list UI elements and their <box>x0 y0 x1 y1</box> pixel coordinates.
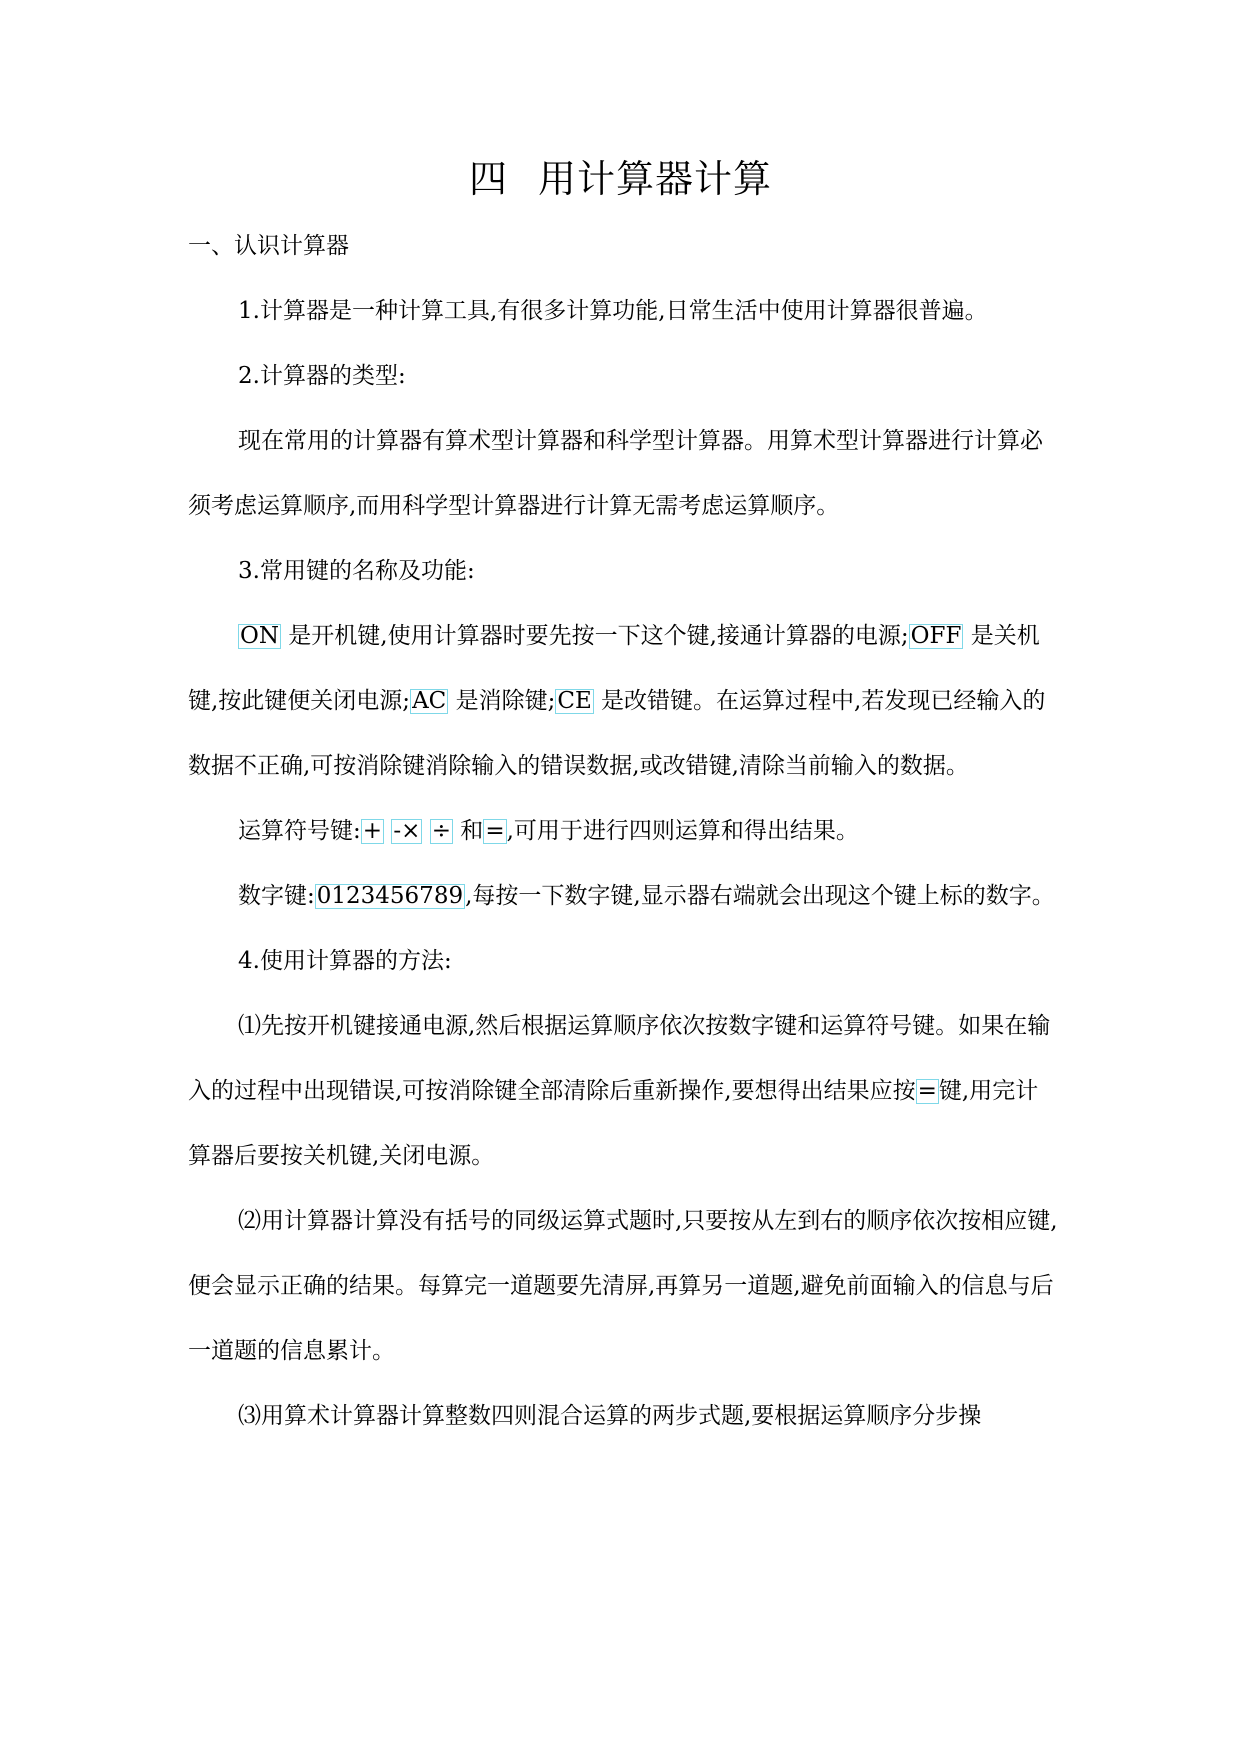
document-body <box>188 214 1058 1449</box>
key-divide: ÷ <box>431 818 451 844</box>
paragraph-1: 1.计算器是一种计算工具,有很多计算功能,日常生活中使用计算器很普遍。 <box>238 298 988 324</box>
key-digits: 0123456789 <box>316 883 464 909</box>
text: 是开机键,使用计算器时要先按一下这个键,接通计算器的电源; <box>280 623 909 649</box>
paragraph-digits <box>188 864 1058 929</box>
text: ⑴先按开机键接通电源,然后根据运算顺序依次按数字键和运算符号键。如果在输入的过程中出现错误,可按消除键全部清除后重新操作,要想得出结果应按 <box>188 1013 1051 1104</box>
text: 运算符号键: <box>238 818 361 844</box>
key-on: ON <box>240 623 279 649</box>
text: 是改错键。在运算过程中,若发现已经输入的数据不正确,可按消除键消除输入的错误数据,或改错键,清除当前输入的数据。 <box>188 688 1046 779</box>
paragraph-keys <box>188 604 1058 799</box>
paragraph-method-1 <box>188 994 1058 1189</box>
text: 是消除键; <box>448 688 556 714</box>
key-off: OFF <box>910 623 962 649</box>
key-ce: CE <box>557 688 592 714</box>
paragraph-operators <box>188 799 1058 864</box>
chapter-title: 用计算器计算 <box>538 157 773 201</box>
paragraph-2-body: 现在常用的计算器有算术型计算器和科学型计算器。用算术型计算器进行计算必须考虑运算顺序,而用科学型计算器进行计算无需考虑运算顺序。 <box>188 428 1043 519</box>
section-heading: 一、认识计算器 <box>188 233 349 259</box>
key-equals: = <box>917 1078 937 1104</box>
paragraph-method-2: ⑵用计算器计算没有括号的同级运算式题时,只要按从左到右的顺序依次按相应键,便会显示正确的结果。每算完一道题要先清屏,再算另一道题,避免前面输入的信息与后一道题的信息累计。 <box>188 1208 1058 1364</box>
key-times: × <box>401 818 421 844</box>
key-minus-times <box>391 819 422 844</box>
text: 是关机键,按此键便关闭电源; <box>188 623 1040 714</box>
key-minus: - <box>393 818 402 844</box>
key-equals: = <box>485 818 505 844</box>
key-plus: + <box>362 818 383 844</box>
text: ,可用于进行四则运算和得出结果。 <box>506 818 859 844</box>
paragraph-3-heading: 3.常用键的名称及功能: <box>238 558 475 584</box>
chapter-number: 四 <box>468 157 508 201</box>
text: 键,用完计算器后要按关机键,关闭电源。 <box>188 1078 1039 1169</box>
text: 和 <box>453 818 484 844</box>
paragraph-2-heading: 2.计算器的类型: <box>238 363 406 389</box>
text: ,每按一下数字键,显示器右端就会出现这个键上标的数字。 <box>465 883 1055 909</box>
paragraph-4-heading: 4.使用计算器的方法: <box>238 948 452 974</box>
page-title <box>0 152 1241 206</box>
paragraph-method-3: ⑶用算术计算器计算整数四则混合运算的两步式题,要根据运算顺序分步操 <box>238 1403 982 1429</box>
text: 数字键: <box>238 883 315 909</box>
key-ac: AC <box>412 688 447 714</box>
